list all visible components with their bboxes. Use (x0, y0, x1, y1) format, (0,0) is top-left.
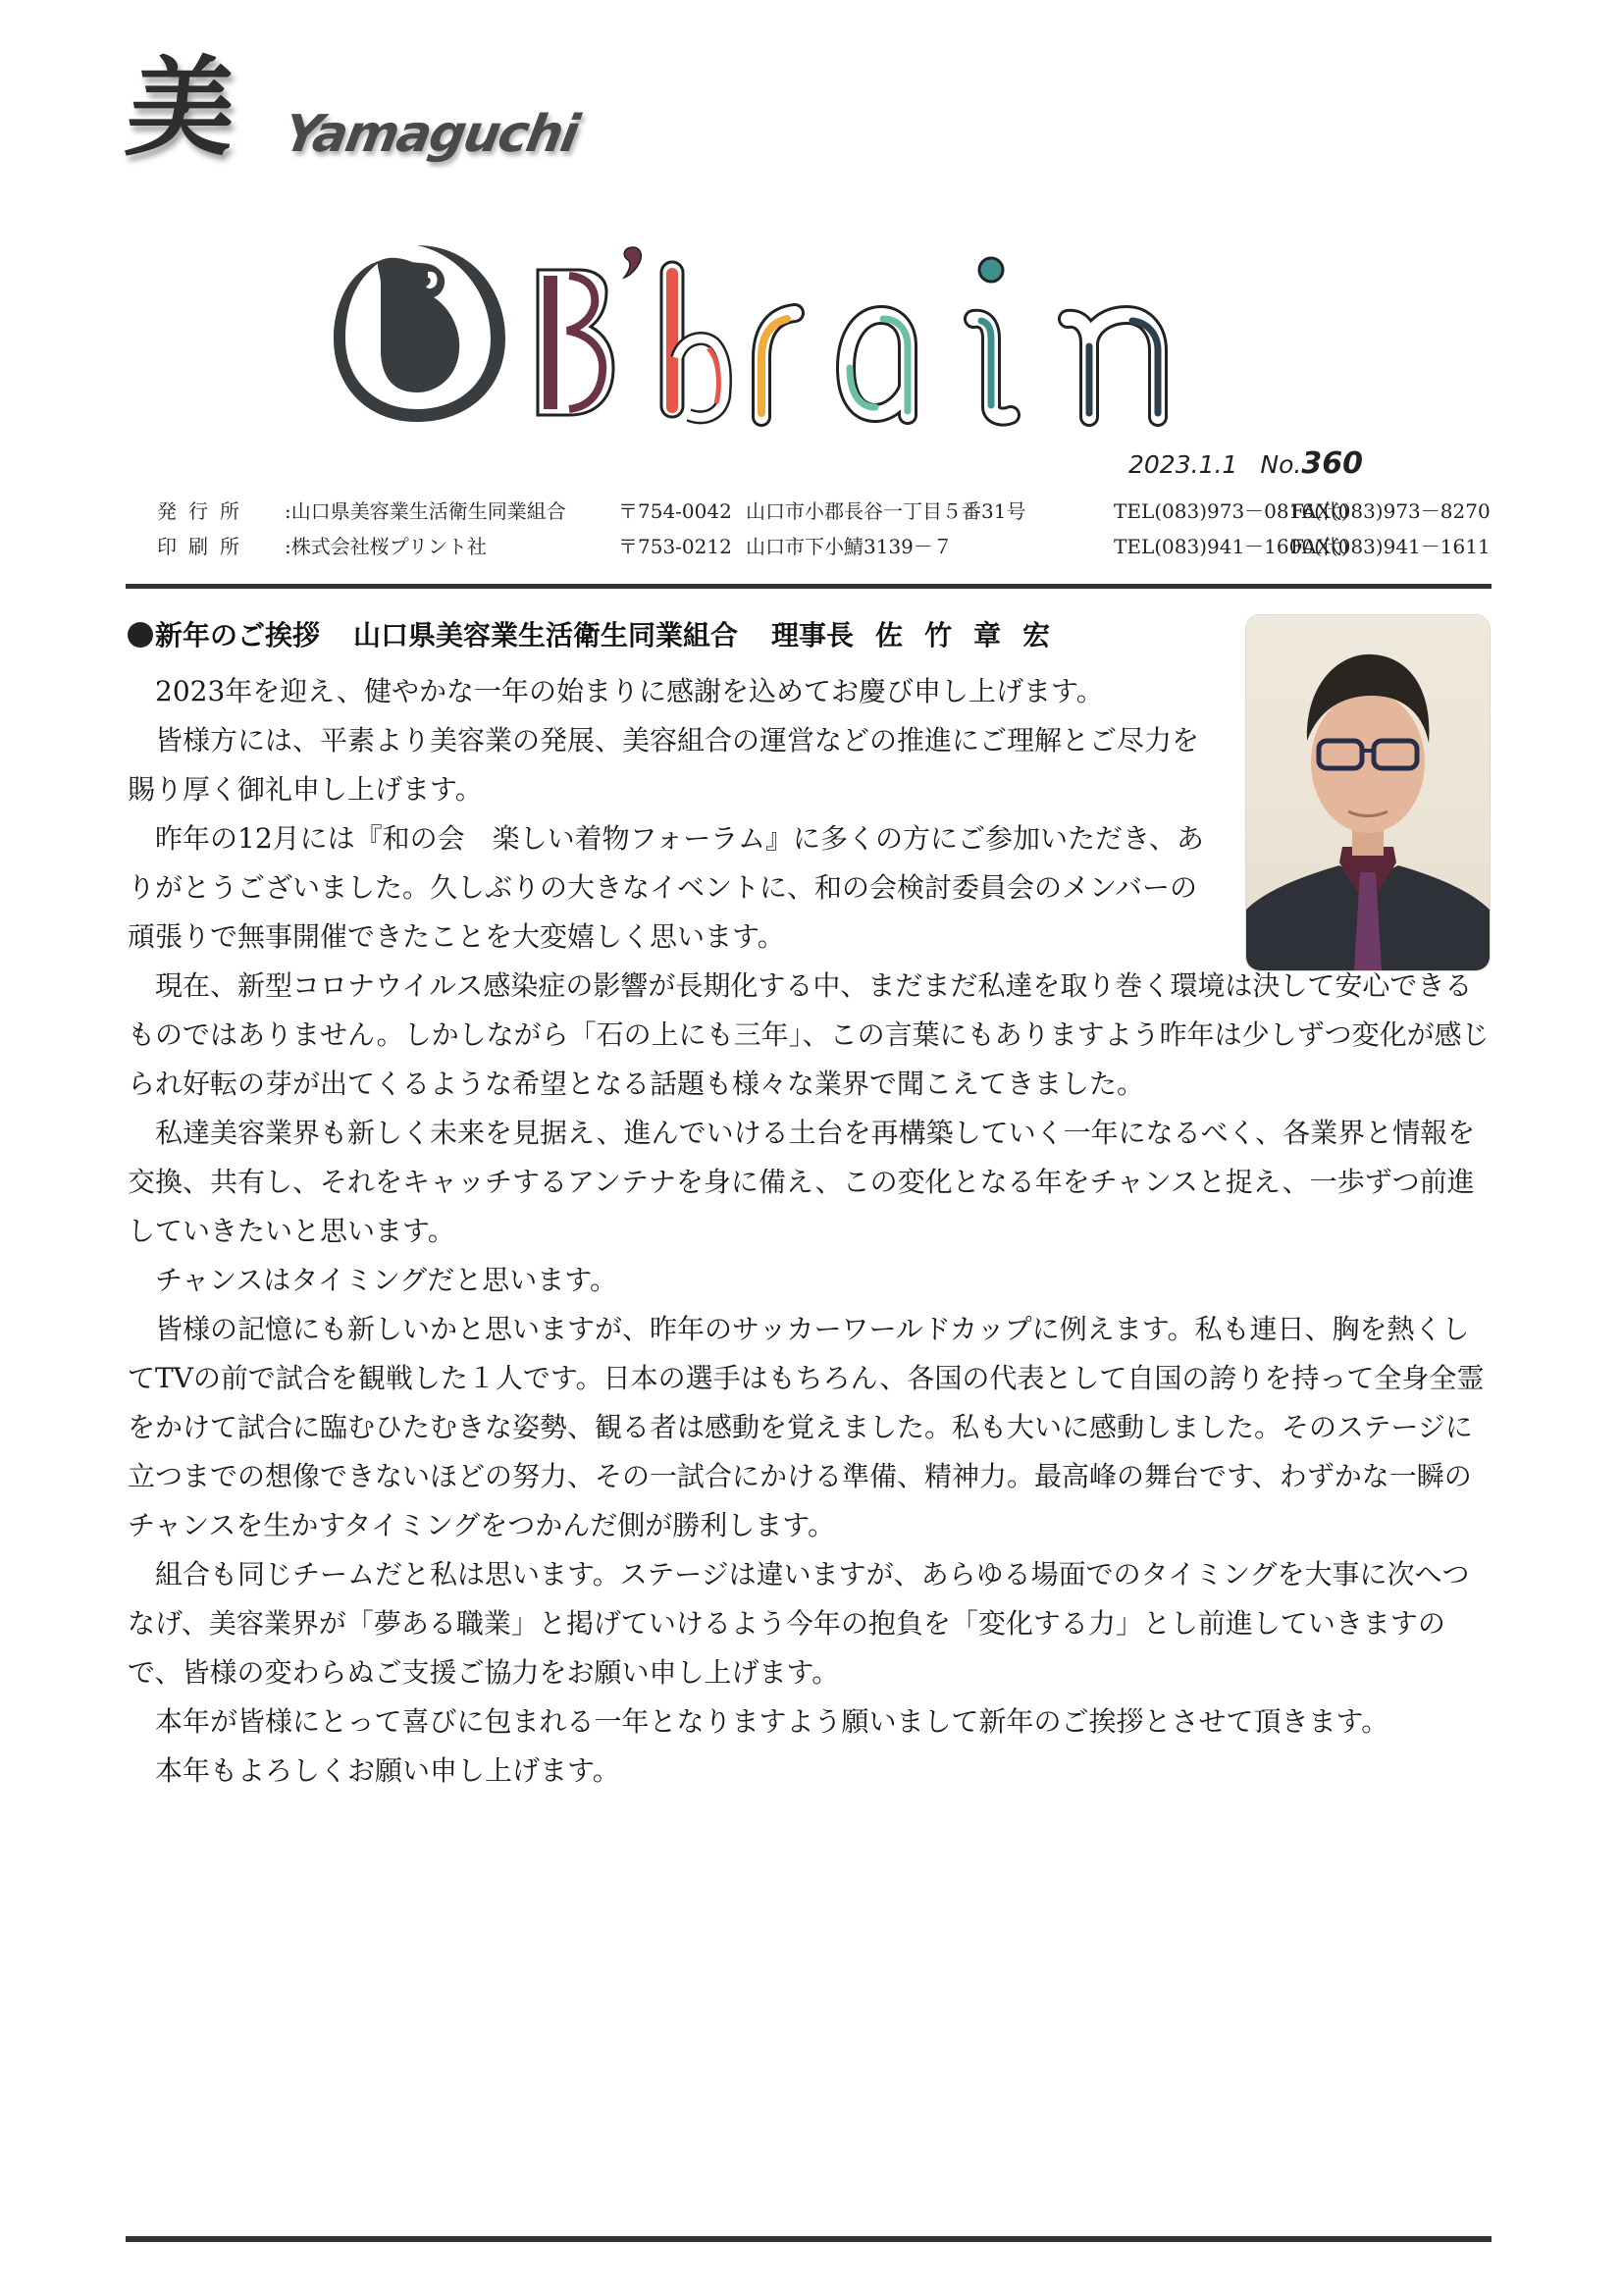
publisher-row (157, 496, 1531, 531)
printer-row (157, 531, 1531, 566)
paragraph: 現在、新型コロナウイルス感染症の影響が長期化する中、まだまだ私達を取り巻く環境は決して安心できるものではありません。しかしながら「石の上にも三年」、この言葉にもありますよう昨年は少しずつ変化が感じられ好転の芽が出てくるような希望となる話題も様々な業界で聞こえてきました。 (128, 969, 1490, 1100)
publisher-zip: 〒754-0042 (618, 499, 732, 523)
publisher-role: 発行所 (157, 499, 251, 523)
brand-logo-yamaguchi (121, 44, 583, 191)
paragraph: 本年もよろしくお願い申し上げます。 (155, 1754, 620, 1787)
printer-tel: TEL(083)941－1600(代) (1114, 535, 1349, 558)
issue-number: 360 (1301, 446, 1363, 481)
publisher-fax: FAX(083)973－8270 (1290, 499, 1491, 523)
bbrain-logo-icon (334, 240, 1315, 427)
paragraph: 皆様方には、平素より美容業の発展、美容組合の運営などの推進にご理解とご尽力を賜り厚く御礼申し上げます。 (128, 724, 1200, 806)
paragraph: 私達美容業界も新しく未来を見据え、進んでいける土台を再構築していく一年になるべく、各業界と情報を交換、共有し、それをキャッチするアンテナを身に備え、この変化となる年をチャンスと捉え、一歩ずつ前進していきたいと思います。 (128, 1117, 1476, 1247)
paragraph: チャンスはタイミングだと思います。 (155, 1264, 617, 1296)
article-body (128, 667, 1493, 1796)
paragraph: 昨年の12月には『和の会 楽しい着物フォーラム』に多くの方にご参加いただき、ありがとうございました。久しぶりの大きなイベントに、和の会検討委員会のメンバーの頑張りで無事開催できたことを大変嬉しく思います。 (128, 822, 1204, 953)
printer-org: :株式会社桜プリント社 (285, 535, 487, 558)
paragraph: 本年が皆様にとって喜びに包まれる一年となりますよう願いまして新年のご挨拶とさせて頂きます。 (155, 1705, 1389, 1738)
paragraph: 皆様の記憶にも新しいかと思いますが、昨年のサッカーワールドカップに例えます。私も連日、胸を熱くしてTVの前で試合を観戦した１人です。日本の選手はもちろん、各国の代表として自国の誇りを持って全身全霊をかけて試合に臨むひたむきな姿勢、観る者は感動を覚えました。私も大いに感動しました。そのステージに立つまでの想像できないほどの努力、その一試合にかける準備、精神力。最高峰の舞台です、わずかな一瞬のチャンスを生かすタイミングをつかんだ側が勝利します。 (128, 1313, 1485, 1541)
paragraph: 組合も同じチームだと私は思います。ステージは違いますが、あらゆる場面でのタイミングを大事に次へつなげ、美容業界が「夢ある職業」と掲げていけるよう今年の抱負を「変化する力」とし前進していきますので、皆様の変わらぬご支援ご協力をお願い申し上げます。 (128, 1558, 1470, 1689)
printer-address: 山口市下小鯖3139－７ (746, 535, 953, 558)
divider-top (126, 584, 1492, 589)
brand-latin: Yamaguchi (279, 105, 583, 164)
publisher-org: :山口県美容業生活衛生同業組合 (285, 499, 566, 523)
paragraph: 2023年を迎え、健やかな一年の始まりに感謝を込めてお慶び申し上げます。 (155, 675, 1104, 707)
publisher-tel: TEL(083)973－0816(代) (1114, 499, 1349, 523)
article-heading (128, 614, 1072, 653)
divider-bottom (126, 2236, 1492, 2242)
masthead-logo (334, 240, 1315, 427)
article-title: 新年のご挨拶 (155, 619, 321, 652)
author-name: 佐 竹 章 宏 (875, 619, 1051, 652)
brand-kanji: 美 (121, 44, 242, 171)
brand-mark-icon (334, 245, 505, 422)
issue-date: 2023.1.1 (1128, 450, 1238, 479)
printer-role: 印刷所 (157, 535, 251, 558)
article-position: 理事長 (771, 619, 855, 652)
publisher-address: 山口市小郡長谷一丁目５番31号 (746, 499, 1026, 523)
article-organization: 山口県美容業生活衛生同業組合 (353, 619, 739, 652)
bullet-icon (128, 622, 153, 648)
publisher-info (157, 496, 1531, 566)
printer-zip: 〒753-0212 (618, 535, 732, 558)
issue-number-label: No. (1260, 450, 1302, 479)
issue-info (1128, 446, 1363, 481)
printer-fax: FAX(083)941－1611 (1290, 535, 1491, 558)
